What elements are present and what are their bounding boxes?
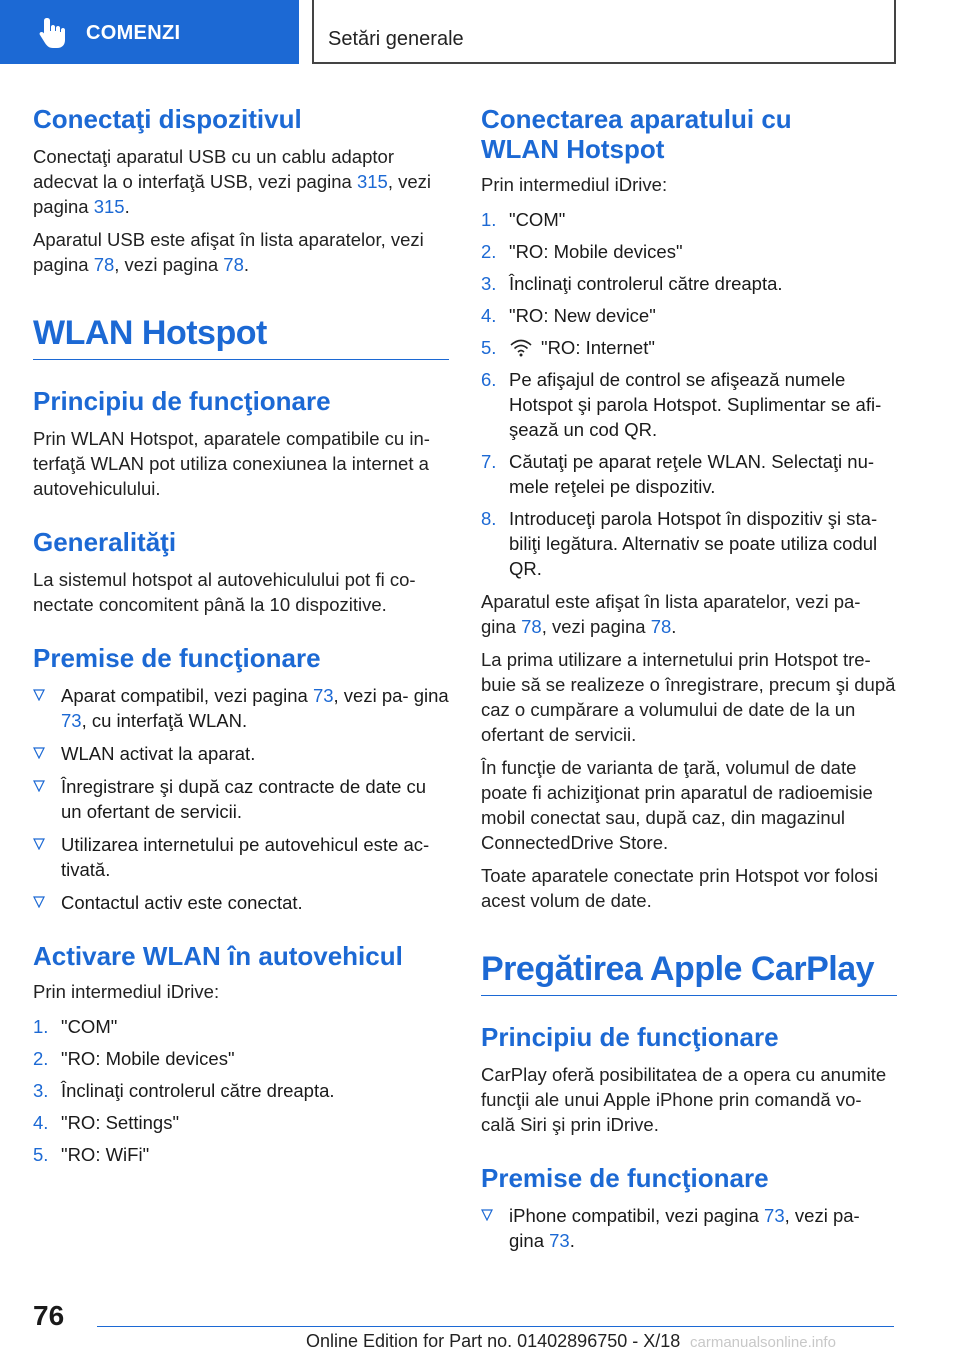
step-text: Înclinaţi controlerul către dreapta. — [509, 273, 783, 294]
step-number: 3. — [33, 1080, 49, 1101]
step-item — [33, 1078, 449, 1103]
page-number: 76 — [33, 1300, 65, 1331]
chapter-tab-label: COMENZI — [86, 22, 181, 44]
text-segment: Înregistrare şi după caz contracte de date cu un ofertant de servicii. — [61, 776, 427, 822]
text-segment: . — [671, 616, 677, 637]
step-text: "COM" — [509, 209, 566, 230]
text-segment: , vezi pagina — [114, 254, 224, 275]
step-text: Pe afişajul de control se afişează numele Hotspot şi parola Hotspot. Suplimentar se afi- şează un cod QR. — [509, 369, 882, 440]
paragraph-country-variant: În funcţie de varianta de ţară, volumul de date poate fi achiziţionat prin aparatul de radioemisie mobil conectat sau, după caz, din magazinul ConnectedDrive Store. — [481, 757, 873, 853]
page-link[interactable]: 78 — [93, 254, 115, 275]
step-number: 4. — [33, 1112, 49, 1133]
heading-principle: Principiu de funcţionare — [33, 386, 331, 416]
text-segment: , vezi pagina — [541, 616, 651, 637]
text-segment: WLAN activat la aparat. — [61, 743, 256, 764]
section-header — [312, 0, 896, 64]
step-number: 2. — [481, 241, 497, 262]
heading-carplay-prerequisites: Premise de funcţionare — [481, 1163, 769, 1193]
heading-connect-hotspot: Conectarea aparatului cu WLAN Hotspot — [481, 104, 792, 164]
heading-wlan-hotspot: WLAN Hotspot — [33, 313, 449, 360]
step-number: 2. — [33, 1048, 49, 1069]
step-item — [481, 271, 897, 296]
step-text: Introduceţi parola Hotspot în dispozitiv şi sta- biliţi legătura. Alternativ se poate utiliza codul QR. — [509, 508, 878, 579]
paragraph-general: La sistemul hotspot al autovehiculului pot fi co- nectate concomitent până la 10 dispozitive. — [33, 569, 416, 615]
step-number: 5. — [33, 1144, 49, 1165]
heading-connect: Conectaţi dispozitivul — [33, 104, 302, 134]
step-number: 1. — [33, 1016, 49, 1037]
list-item — [33, 741, 449, 766]
text-segment: Aparat compatibil, vezi pagina — [61, 685, 313, 706]
right-column — [481, 100, 897, 1253]
hotspot-steps — [481, 207, 897, 581]
list-item — [481, 1203, 897, 1253]
page-link[interactable]: 73 — [764, 1205, 785, 1226]
chapter-tab[interactable] — [0, 0, 299, 64]
heading-prerequisites: Premise de funcţionare — [33, 643, 321, 673]
step-item — [33, 1046, 449, 1071]
triangle-bullet-icon — [33, 896, 45, 908]
text-segment: Aparatul este afişat în lista aparatelor, vezi pa- gina — [481, 591, 861, 637]
text-segment: . — [569, 1230, 575, 1251]
step-text: "RO: WiFi" — [61, 1144, 150, 1165]
step-number: 4. — [481, 305, 497, 326]
text-segment: Conectaţi aparatul USB cu un cablu adaptor adecvat la o interfaţă USB, vezi pagina — [33, 146, 394, 192]
paragraph-device-listed — [481, 589, 897, 639]
paragraph-data-volume: Toate aparatele conectate prin Hotspot vor folosi acest volum de date. — [481, 865, 878, 911]
text-segment: iPhone compatibil, vezi pagina — [509, 1205, 765, 1226]
step-item — [33, 1014, 449, 1039]
list-item — [33, 774, 449, 824]
text-segment: Aparatul USB este afişat în lista aparatelor, vezi pagina — [33, 229, 424, 275]
step-item — [33, 1110, 449, 1135]
paragraph-usb-listed — [33, 227, 449, 277]
step-item — [481, 303, 897, 328]
step-item — [481, 207, 897, 232]
text-segment: , vezi pa- gina — [509, 1205, 860, 1251]
left-column — [33, 100, 449, 1167]
page-link[interactable]: 78 — [650, 616, 672, 637]
step-number: 1. — [481, 209, 497, 230]
page-link[interactable]: 315 — [93, 196, 125, 217]
heading-carplay: Pregătirea Apple CarPlay — [481, 949, 897, 996]
step-text: "RO: Internet" — [541, 337, 655, 358]
footer-divider — [97, 1326, 894, 1327]
paragraph-connect-usb — [33, 144, 449, 219]
activate-steps — [33, 1014, 449, 1167]
section-title: Setări generale — [328, 28, 464, 50]
step-text: "RO: Mobile devices" — [509, 241, 683, 262]
step-text: Căutaţi pe aparat reţele WLAN. Selectaţi nu- mele reţelei pe dispozitiv. — [509, 451, 875, 497]
triangle-bullet-icon — [33, 747, 45, 759]
page-link[interactable]: 73 — [61, 710, 82, 731]
step-number: 6. — [481, 369, 497, 390]
step-item — [33, 1142, 449, 1167]
step-text: "COM" — [61, 1016, 118, 1037]
triangle-bullet-icon — [481, 1209, 493, 1221]
text-segment: . — [243, 254, 250, 275]
carplay-prerequisites-list — [481, 1203, 897, 1253]
step-number: 8. — [481, 508, 497, 529]
step-item — [481, 367, 897, 442]
triangle-bullet-icon — [33, 780, 45, 792]
text-segment: Contactul activ este conectat. — [61, 892, 303, 913]
page-link[interactable]: 73 — [312, 685, 334, 706]
footer-edition: Online Edition for Part no. 01402896750 - X/18 — [306, 1331, 681, 1351]
list-item — [33, 683, 449, 733]
list-item — [33, 890, 449, 915]
step-text: Înclinaţi controlerul către dreapta. — [61, 1080, 335, 1101]
wifi-icon — [509, 337, 533, 357]
step-text: "RO: Mobile devices" — [61, 1048, 235, 1069]
triangle-bullet-icon — [33, 838, 45, 850]
paragraph-first-use: La prima utilizare a internetului prin Hotspot tre- buie să se realizeze o înregistrare, precum şi după caz o cumpărare a volumului de date de la un ofertant de servicii. — [481, 649, 896, 745]
step-item — [481, 506, 897, 581]
step-number: 3. — [481, 273, 497, 294]
paragraph-carplay-principle: CarPlay oferă posibilitatea de a opera cu anumite funcţii ale unui Apple iPhone prin comandă vo- cală Siri şi prin iDrive. — [481, 1064, 887, 1135]
text-segment: , vezi pa- gina — [333, 685, 449, 706]
text-segment: , cu interfaţă WLAN. — [81, 710, 248, 731]
prerequisites-list — [33, 683, 449, 915]
page-link[interactable]: 73 — [549, 1230, 570, 1251]
step-text: "RO: New device" — [509, 305, 656, 326]
step-text: "RO: Settings" — [61, 1112, 180, 1133]
step-number: 5. — [481, 337, 497, 358]
step-item — [481, 449, 897, 499]
paragraph-idrive-intro: Prin intermediul iDrive: — [481, 174, 668, 195]
heading-general: Generalităţi — [33, 527, 177, 557]
step-number: 7. — [481, 451, 497, 472]
paragraph-principle: Prin WLAN Hotspot, aparatele compatibile cu in- terfaţă WLAN pot utiliza conexiunea la internet a autovehiculului. — [33, 428, 430, 499]
step-item — [481, 335, 897, 360]
page-link[interactable]: 315 — [356, 171, 388, 192]
heading-carplay-principle: Principiu de funcţionare — [481, 1022, 779, 1052]
page-link[interactable]: 78 — [521, 616, 542, 637]
triangle-bullet-icon — [33, 689, 45, 701]
text-segment: , vezi pagina — [33, 171, 432, 217]
paragraph-idrive-intro: Prin intermediul iDrive: — [33, 981, 220, 1002]
list-item — [33, 832, 449, 882]
watermark: carmanualsonline.info — [690, 1334, 836, 1351]
step-item — [481, 239, 897, 264]
heading-activate-wlan: Activare WLAN în autovehicul — [33, 941, 403, 971]
page-link[interactable]: 78 — [223, 254, 244, 275]
text-segment: Utilizarea internetului pe autovehicul este ac- tivată. — [61, 834, 430, 880]
text-segment: . — [124, 196, 130, 217]
hand-pointer-icon — [38, 16, 66, 50]
